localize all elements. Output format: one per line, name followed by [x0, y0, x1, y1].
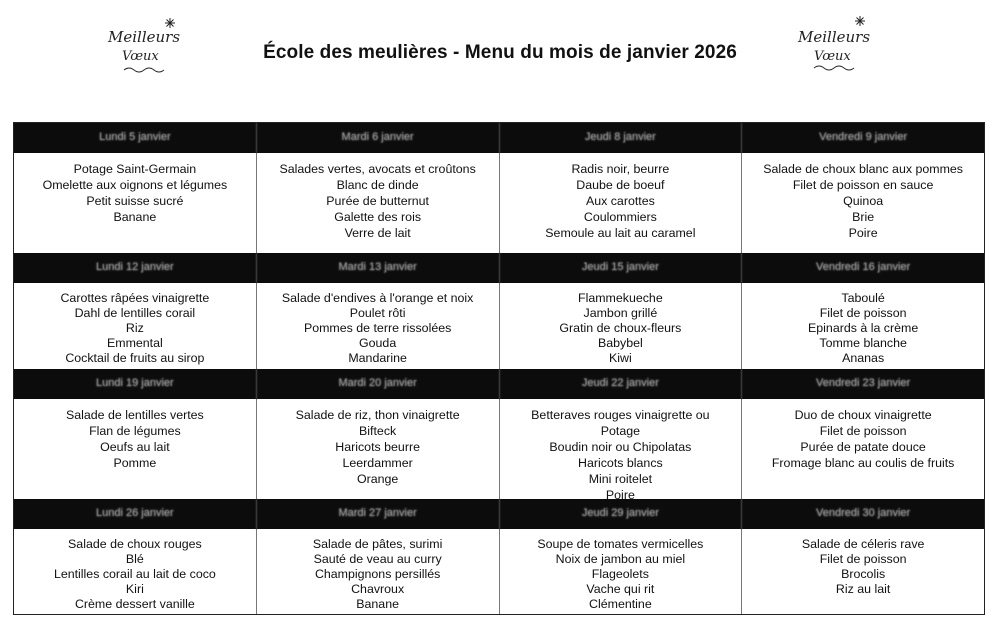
dish-item: Bifteck [359, 424, 397, 438]
dish-item: Salade de pâtes, surimi [312, 537, 443, 551]
dish-item: Dahl de lentilles corail [74, 306, 196, 320]
week-menu-row [14, 529, 984, 614]
day-header: Jeudi 8 janvier [500, 123, 743, 153]
day-menu-cell [257, 399, 500, 499]
dish-item: Coulommiers [583, 210, 657, 224]
day-header: Mardi 27 janvier [257, 499, 500, 529]
day-header: Lundi 12 janvier [14, 253, 257, 283]
day-header: Mardi 20 janvier [257, 369, 500, 399]
dish-item: Banane [356, 597, 399, 611]
dish-item: Cocktail de fruits au sirop [65, 351, 205, 365]
dish-item: Vache qui rit [586, 582, 655, 596]
dish-item: Champignons persillés [314, 567, 441, 581]
dish-item: Purée de patate douce [800, 440, 926, 454]
day-header: Vendredi 30 janvier [816, 507, 911, 519]
day-menu-cell [14, 283, 257, 369]
week-header-row [14, 499, 984, 529]
dish-item: Radis noir, beurre [571, 162, 670, 176]
day-header: Lundi 19 janvier [14, 369, 257, 399]
day-menu-cell [742, 283, 984, 369]
day-header: Mardi 13 janvier [257, 253, 500, 283]
dish-item: Kiri [125, 582, 144, 596]
dish-item: Salade de choux rouges [68, 537, 202, 551]
dish-item: Ananas [842, 351, 885, 365]
day-menu-cell [500, 153, 743, 253]
dish-item: Noix de jambon au miel [555, 552, 686, 566]
day-header: Jeudi 15 janvier [500, 253, 743, 283]
day-header: Mardi 6 janvier [257, 123, 500, 153]
dish-item: Salade de céleris rave [801, 537, 925, 551]
dish-item: Gratin de choux-fleurs [559, 321, 682, 335]
week-header-row [14, 253, 984, 283]
dish-item: Verre de lait [344, 226, 411, 240]
dish-item: Salade de lentilles vertes [65, 408, 204, 422]
dish-item: Oeufs au lait [100, 440, 170, 454]
day-menu-cell [742, 399, 984, 499]
dish-item: Poire [848, 226, 878, 240]
dish-item: Orange [356, 472, 399, 486]
day-menu-cell [257, 153, 500, 253]
dish-item: Brie [852, 210, 875, 224]
dish-item: Salade de riz, thon vinaigrette [295, 408, 460, 422]
dish-item: Clémentine [589, 597, 652, 611]
day-menu-cell [742, 153, 984, 253]
dish-item: Sauté de veau au curry [313, 552, 442, 566]
dish-item: Kiwi [609, 351, 632, 365]
dish-item: Epinards à la crème [808, 321, 919, 335]
dish-item: Carottes râpées vinaigrette [60, 291, 210, 305]
dish-item: Brocolis [841, 567, 886, 581]
day-header: Vendredi 23 janvier [816, 377, 911, 389]
menu-table [13, 122, 985, 615]
dish-item: Filet de poisson [819, 424, 907, 438]
day-header: Vendredi 9 janvier [819, 131, 908, 143]
dish-item: Riz [125, 321, 144, 335]
dish-item: Lentilles corail au lait de coco [53, 567, 216, 581]
dish-item: Semoule au lait au caramel [545, 226, 696, 240]
dish-item: Haricots blancs [578, 456, 663, 470]
dish-item: Soupe de tomates vermicelles [537, 537, 704, 551]
dish-item: Filet de poisson [819, 552, 907, 566]
dish-item: Salades vertes, avocats et croûtons [279, 162, 476, 176]
week-header-row [14, 369, 984, 399]
day-header: Jeudi 22 janvier [500, 369, 743, 399]
dish-item: Aux carottes [585, 194, 655, 208]
dish-item: Taboulé [841, 291, 885, 305]
day-menu-cell [257, 283, 500, 369]
svg-text:Meilleurs: Meilleurs [798, 28, 871, 46]
day-header: Lundi 26 janvier [14, 499, 257, 529]
dish-item: Mini roitelet [588, 472, 653, 486]
day-menu-cell [14, 529, 257, 614]
dish-item: Fromage blanc au coulis de fruits [771, 456, 955, 470]
dish-item: Petit suisse sucré [86, 194, 184, 208]
svg-text:Meilleurs: Meilleurs [108, 28, 181, 46]
day-menu-cell [500, 399, 743, 502]
dish-item: Chavroux [351, 582, 405, 596]
dish-item: Quinoa [843, 194, 884, 208]
svg-text:Vœux: Vœux [814, 49, 851, 64]
week-header-row [14, 123, 984, 153]
dish-item: Salade d'endives à l'orange et noix [281, 291, 474, 305]
dish-item: Tomme blanche [819, 336, 907, 350]
dish-item: Salade de choux blanc aux pommes [763, 162, 963, 176]
day-menu-cell [742, 529, 984, 614]
dish-item: Duo de choux vinaigrette [794, 408, 932, 422]
day-header: Lundi 5 janvier [14, 123, 257, 153]
week-menu-row [14, 399, 984, 502]
dish-item: Filet de poisson [819, 306, 907, 320]
page-title: École des meulières - Menu du mois de janvier 2026 [263, 42, 737, 63]
dish-item: Blé [125, 552, 144, 566]
dish-item: Potage Saint-Germain [73, 162, 197, 176]
week-menu-row [14, 283, 984, 369]
dish-item: Pomme [113, 456, 157, 470]
day-header: Jeudi 29 janvier [500, 499, 743, 529]
dish-item: Omelette aux oignons et légumes [42, 178, 228, 192]
dish-item: Galette des rois [334, 210, 422, 224]
dish-item: Flan de légumes [89, 424, 181, 438]
dish-item: Crème dessert vanille [74, 597, 195, 611]
day-menu-cell [14, 153, 257, 253]
dish-item: Boudin noir ou Chipolatas [549, 440, 692, 454]
dish-item: Mandarine [348, 351, 407, 365]
day-menu-cell [14, 399, 257, 499]
dish-item: Jambon grillé [583, 306, 658, 320]
svg-text:Vœux: Vœux [122, 49, 159, 64]
week-menu-row [14, 153, 984, 253]
dish-item: Poire [605, 488, 635, 502]
day-menu-cell [257, 529, 500, 614]
dish-item: Flammekueche [578, 291, 663, 305]
dish-item: Babybel [597, 336, 643, 350]
day-header: Vendredi 16 janvier [816, 261, 911, 273]
dish-item: Daube de boeuf [576, 178, 665, 192]
day-menu-cell [500, 283, 743, 369]
dish-item: Haricots beurre [335, 440, 420, 454]
dish-item: Purée de butternut [326, 194, 429, 208]
dish-item: Emmental [106, 336, 163, 350]
dish-item: Pommes de terre rissolées [303, 321, 452, 335]
dish-item: Betteraves rouges vinaigrette ou Potage [531, 408, 710, 438]
dish-item: Riz au lait [835, 582, 891, 596]
dish-item: Gouda [359, 336, 397, 350]
dish-item: Filet de poisson en sauce [792, 178, 934, 192]
dish-item: Banane [113, 210, 157, 224]
dish-item: Leerdammer [342, 456, 413, 470]
day-menu-cell [500, 529, 743, 614]
dish-item: Poulet rôti [349, 306, 406, 320]
dish-item: Flageolets [591, 567, 649, 581]
dish-item: Blanc de dinde [336, 178, 419, 192]
